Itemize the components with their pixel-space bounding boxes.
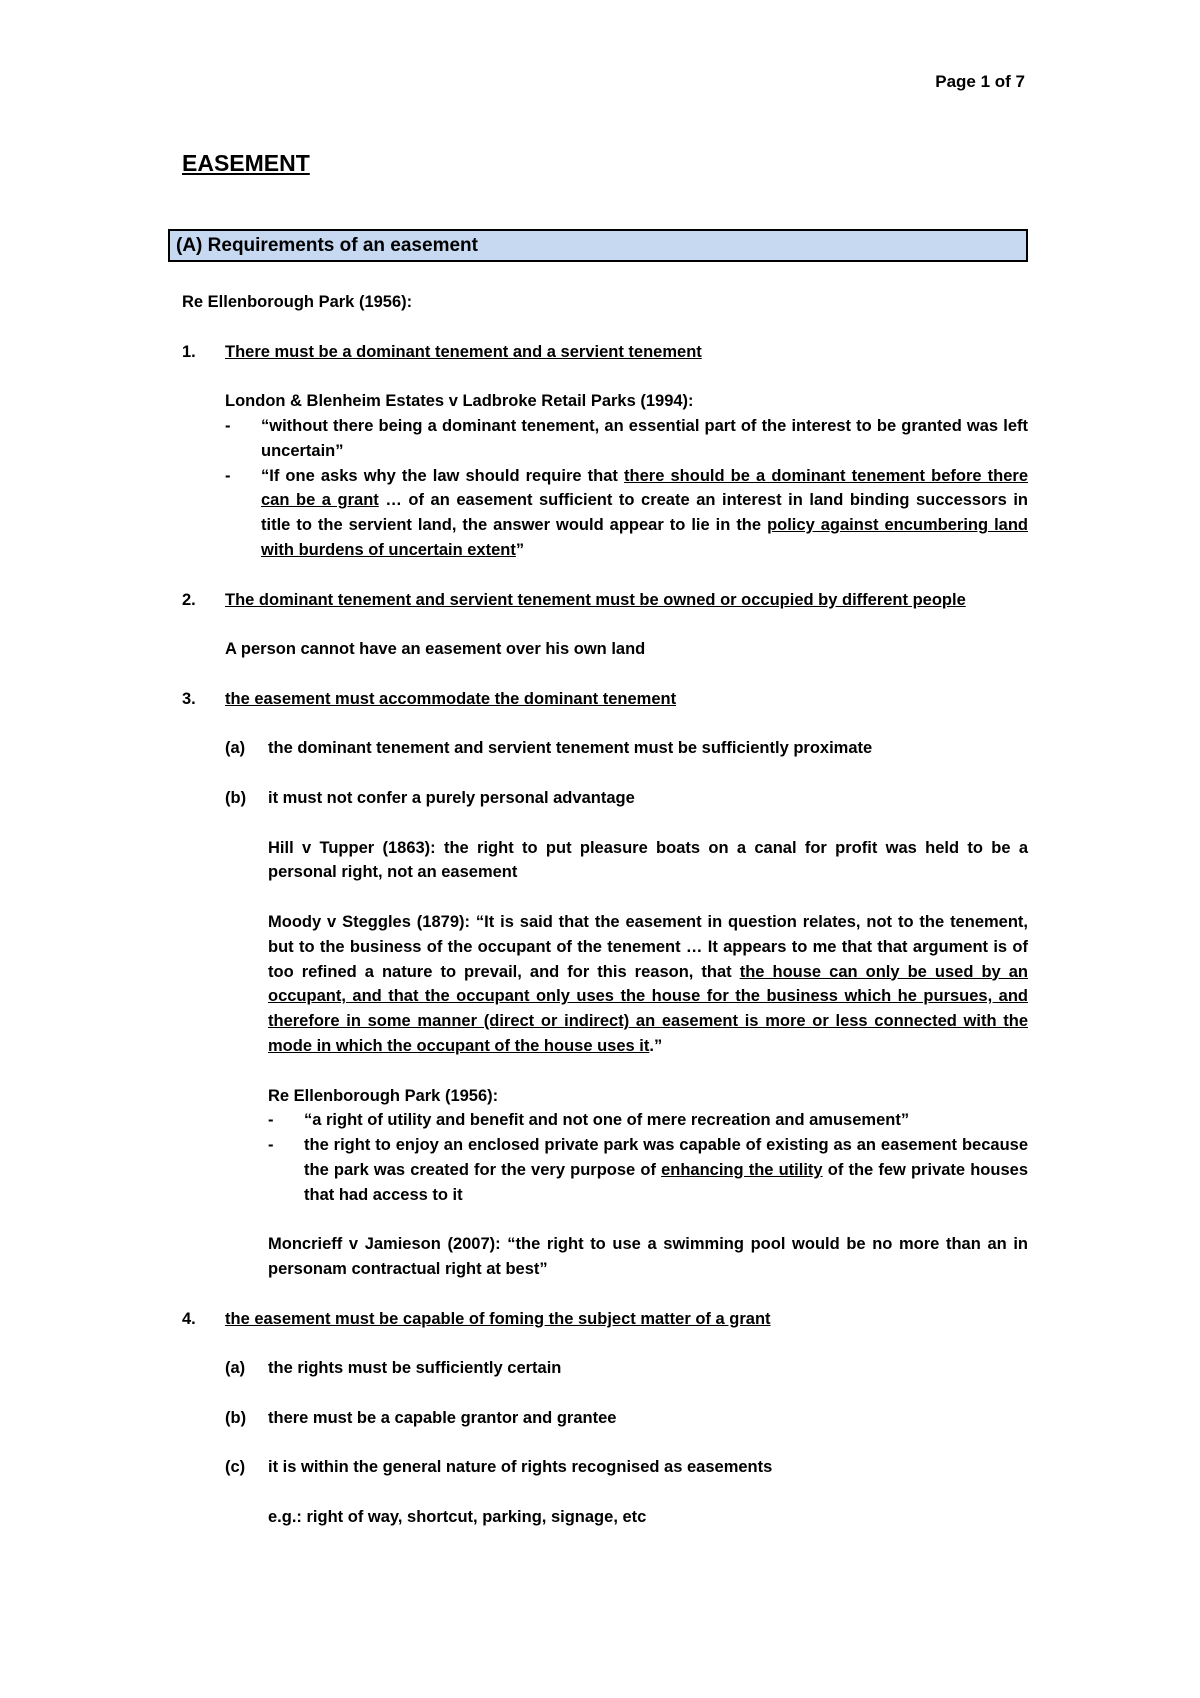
quote-part: .” [649,1036,663,1055]
quote-underlined: there should be a dominant tenement before there can be a grant [261,466,1028,510]
sub-item-text: there must be a capable grantor and grantee [268,1408,617,1427]
case-name: London & Blenheim Estates v Ladbroke Retail Parks (1994): [225,392,694,411]
sub-item-text: it is within the general nature of rights recognised as easements [268,1458,773,1477]
quote-text: “without there being a dominant tenement, an essential part of the interest to be granted was left uncertain” [261,416,1028,460]
intro-case: Re Ellenborough Park (1956): [182,293,413,311]
quote-underlined: enhancing the utility [661,1160,823,1179]
requirement-text: A person cannot have an easement over his own land [225,640,646,659]
sub-item-label: (b) [225,1408,247,1427]
quote-part: “If one asks why the law should require that [261,466,625,485]
sub-item-label: (a) [225,739,246,758]
sub-item-b [225,1406,1028,1431]
quote-item [225,414,1028,464]
case-moody-v-steggles [268,910,1028,1059]
quote-item [225,464,1028,563]
dash-bullet: - [225,466,231,485]
requirement-number: 3. [182,689,196,708]
requirement-2 [182,588,1028,613]
section-heading-box [168,229,1028,262]
quote-text [261,464,1028,563]
document-title: EASEMENT [182,150,310,176]
quote-item [268,1133,1028,1207]
case-moncrieff-v-jamieson: Moncrieff v Jamieson (2007): “the right to use a swimming pool would be no more than an in personam contractual right at best” [268,1235,1028,1279]
case-hill-v-tupper: Hill v Tupper (1863): the right to put pleasure boats on a canal for profit was held to be a personal right, not an easement [268,838,1028,882]
sub-item-label: (c) [225,1458,246,1477]
sub-item-text: the rights must be sufficiently certain [268,1359,562,1378]
dash-bullet: - [268,1136,274,1155]
document-body [182,290,1028,1530]
sub-item-text: it must not confer a purely personal advantage [268,788,635,807]
page-number: Page 1 of 7 [935,72,1025,91]
quote-underlined: policy against encumbering land with burdens of uncertain extent [261,516,1029,559]
examples-text: e.g.: right of way, shortcut, parking, signage, etc [268,1508,647,1527]
sub-item-label: (a) [225,1359,246,1378]
requirement-4 [182,1307,1028,1332]
quote-part: Moody v Steggles (1879): “It is said that the easement in question relates, not to the tenement, but to the business of the occupant of the tenement … It appears to me that that argument is of too refined a nature to prevail, and for this reason, that [268,912,1028,981]
quote-part: ” [515,540,525,559]
dash-bullet: - [268,1111,274,1130]
quote-part: of the few private houses that had access to it [304,1160,1028,1204]
dash-bullet: - [225,416,231,435]
quote-underlined: the house can only be used by an occupant, and that the occupant only uses the house for the business which he pursues, and therefore in some manner (direct or indirect) an easement is more or less connected with the mode in which the occupant of the house uses it [268,962,1028,1055]
sub-item-a [225,1356,1028,1381]
requirement-number: 4. [182,1309,196,1328]
quote-text [304,1133,1028,1207]
case-name: Re Ellenborough Park (1956): [268,1086,499,1105]
requirement-title: The dominant tenement and servient tenement must be owned or occupied by different people [225,590,966,609]
requirement-3 [182,687,1028,712]
requirement-1 [182,340,1028,365]
requirement-title: the easement must be capable of foming the subject matter of a grant [225,1309,771,1328]
quote-part: the right to enjoy an enclosed private park was capable of existing as an easement because the park was created for the very purpose of [304,1136,1028,1179]
requirement-number: 2. [182,590,196,609]
quote-text: “a right of utility and benefit and not one of mere recreation and amusement” [304,1111,910,1130]
section-heading: (A) Requirements of an easement [176,235,478,256]
sub-item-b [225,786,1028,811]
quote-item [268,1108,1028,1133]
requirement-title: the easement must accommodate the dominant tenement [225,689,677,708]
requirement-number: 1. [182,342,196,361]
sub-item-a [225,736,1028,761]
requirement-title: There must be a dominant tenement and a servient tenement [225,342,702,361]
sub-item-label: (b) [225,788,247,807]
sub-item-c [225,1455,1028,1480]
sub-item-text: the dominant tenement and servient tenement must be sufficiently proximate [268,739,873,758]
quote-part: … of an easement sufficient to create an interest in land binding successors in title to the servient land, the answer would appear to lie in the [261,491,1028,535]
